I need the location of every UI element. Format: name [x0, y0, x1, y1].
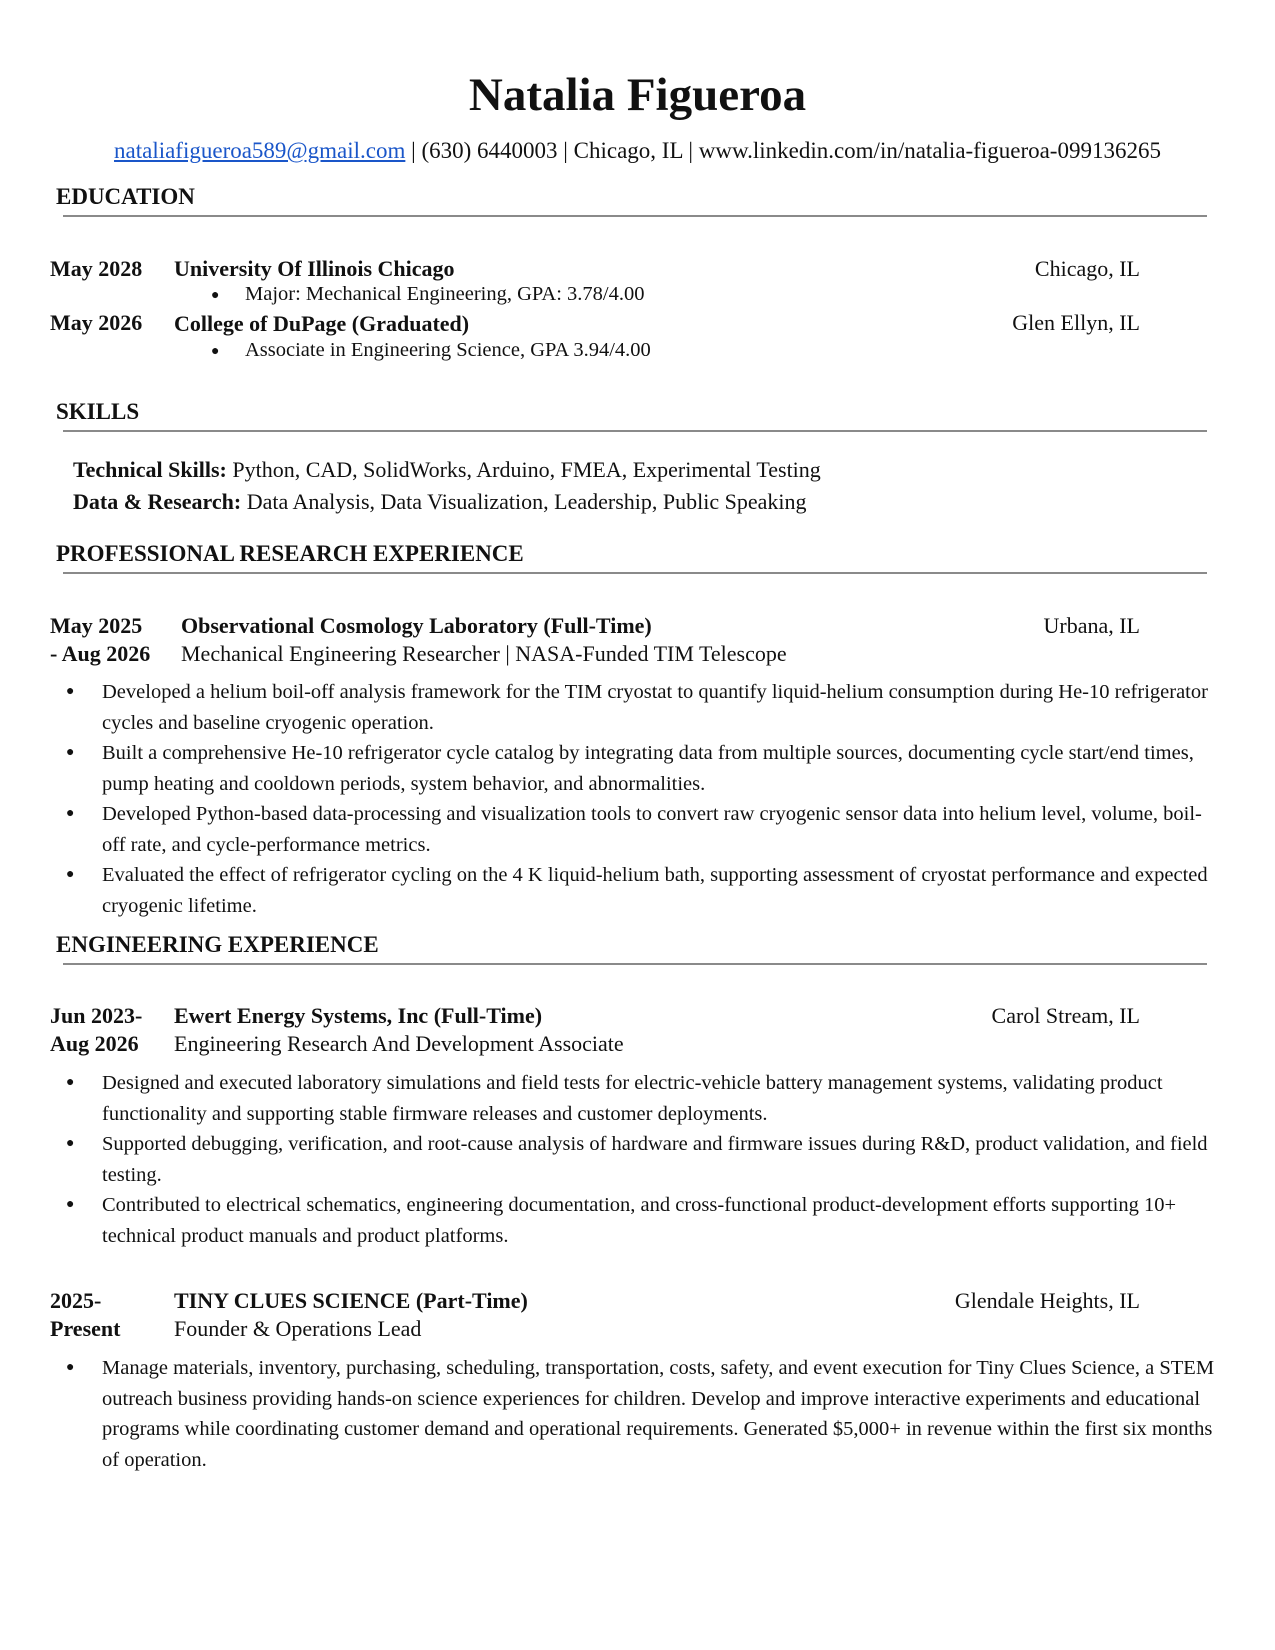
- contact-line: [0, 138, 1275, 164]
- list-item: ● Contributed to electrical schematics, engineering documentation, and cross-functional product-development efforts supporting 10+ technical product manuals and product platforms.: [66, 1190, 1216, 1251]
- job-org: Ewert Energy Systems, Inc (Full-Time): [174, 1003, 543, 1028]
- job-role: Engineering Research And Development Associate: [174, 1031, 624, 1056]
- section-title-skills: SKILLS: [56, 399, 140, 424]
- list-item: ● Developed Python-based data-processing and visualization tools to convert raw cryogenic sensor data into helium level, volume, boil-off rate, and cycle-performance metrics.: [66, 799, 1216, 860]
- bullet-icon: ●: [66, 1136, 75, 1151]
- bullet-icon: ●: [66, 1075, 75, 1090]
- job-date: 2025-: [50, 1288, 102, 1313]
- job-date: Aug 2026: [50, 1031, 139, 1056]
- list-item: ● Evaluated the effect of refrigerator cycling on the 4 K liquid-helium bath, supporting assessment of cryostat performance and expected cryogenic lifetime.: [66, 860, 1216, 921]
- education-date: May 2026: [50, 310, 143, 335]
- education-school: University Of Illinois Chicago: [174, 256, 455, 281]
- job-bullets: [66, 1353, 1216, 1475]
- job-location: Carol Stream, IL: [991, 1003, 1140, 1028]
- education-location: Glen Ellyn, IL: [1012, 310, 1140, 335]
- job-date: - Aug 2026: [50, 641, 151, 666]
- job-role: Founder & Operations Lead: [174, 1316, 422, 1341]
- bullet-icon: ●: [211, 344, 220, 359]
- bullet-icon: ●: [211, 288, 220, 303]
- education-school: College of DuPage (Graduated): [174, 311, 470, 336]
- section-divider: [63, 430, 1207, 432]
- bullet-icon: ●: [66, 867, 75, 882]
- email-link[interactable]: nataliafigueroa589@gmail.com: [114, 138, 406, 163]
- list-item: ● Developed a helium boil-off analysis framework for the TIM cryostat to quantify liquid-helium consumption during He-10 refrigerator cycles and baseline cryogenic operation.: [66, 677, 1216, 738]
- list-item: ● Manage materials, inventory, purchasing, scheduling, transportation, costs, safety, and event execution for Tiny Clues Science, a STEM outreach business providing hands-on science experiences for children. Develop and improve interactive experiments and educational programs while coordinating customer demand and operational requirements. Generated $5,000+ in revenue within the first six months of operation.: [66, 1353, 1216, 1475]
- education-detail: Associate in Engineering Science, GPA 3.94/4.00: [245, 339, 651, 361]
- section-title-research: PROFESSIONAL RESEARCH EXPERIENCE: [56, 541, 524, 566]
- job-location: Urbana, IL: [1043, 613, 1140, 638]
- skills-value: Data Analysis, Data Visualization, Leadership, Public Speaking: [241, 489, 807, 514]
- skills-value: Python, CAD, SolidWorks, Arduino, FMEA, Experimental Testing: [226, 457, 821, 482]
- section-title-education: EDUCATION: [56, 184, 195, 209]
- section-divider: [63, 572, 1207, 574]
- job-date: Jun 2023-: [50, 1003, 143, 1028]
- list-item: ● Built a comprehensive He-10 refrigerator cycle catalog by integrating data from multiple sources, documenting cycle start/end times, pump heating and cooldown periods, system behavior, and abnormalities.: [66, 738, 1216, 799]
- section-title-engineering: ENGINEERING EXPERIENCE: [56, 932, 379, 957]
- job-role: Mechanical Engineering Researcher | NASA-Funded TIM Telescope: [181, 641, 787, 666]
- resume-name: Natalia Figueroa: [468, 69, 807, 121]
- contact-details: | (630) 6440003 | Chicago, IL | www.linkedin.com/in/natalia-figueroa-099136265: [405, 138, 1161, 163]
- list-item: ● Supported debugging, verification, and root-cause analysis of hardware and firmware issues during R&D, product validation, and field testing.: [66, 1129, 1216, 1190]
- job-bullets: [66, 677, 1216, 921]
- job-bullets: [66, 1068, 1216, 1251]
- education-date: May 2028: [50, 256, 143, 281]
- job-date: Present: [50, 1316, 121, 1341]
- list-item: ● Designed and executed laboratory simulations and field tests for electric-vehicle battery management systems, validating product functionality and supporting stable firmware releases and customer deployments.: [66, 1068, 1216, 1129]
- skills-label: Technical Skills:: [73, 457, 227, 482]
- skills-label: Data & Research:: [73, 489, 242, 514]
- education-location: Chicago, IL: [1034, 256, 1140, 281]
- education-detail: Major: Mechanical Engineering, GPA: 3.78/4.00: [245, 283, 645, 305]
- job-org: TINY CLUES SCIENCE (Part-Time): [174, 1288, 528, 1313]
- skills-row: [73, 489, 806, 515]
- section-divider: [63, 963, 1207, 965]
- bullet-icon: ●: [66, 1360, 75, 1375]
- bullet-icon: ●: [66, 806, 75, 821]
- bullet-icon: ●: [66, 1197, 75, 1212]
- bullet-icon: ●: [66, 684, 75, 699]
- section-divider: [63, 215, 1207, 217]
- job-location: Glendale Heights, IL: [954, 1288, 1140, 1313]
- job-org: Observational Cosmology Laboratory (Full-Time): [181, 613, 652, 638]
- job-date: May 2025: [50, 613, 143, 638]
- bullet-icon: ●: [66, 745, 75, 760]
- skills-row: [73, 457, 821, 483]
